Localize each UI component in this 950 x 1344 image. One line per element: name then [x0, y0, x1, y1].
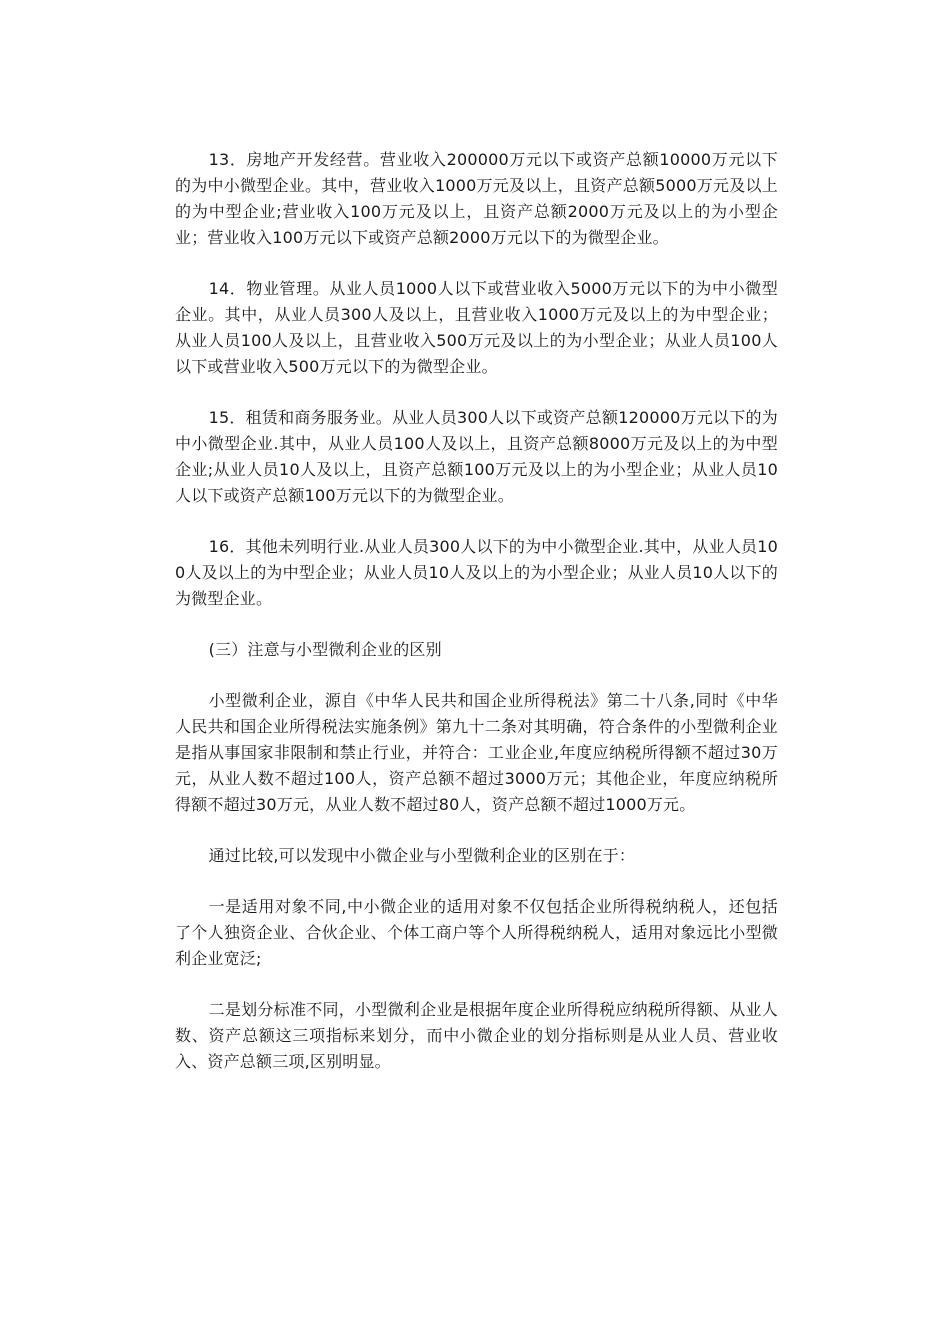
paragraph-other-industries: 16．其他未列明行业.从业人员300人以下的为中小微型企业.其中，从业人员100人及以上的为中型企业；从业人员10人及以上的为小型企业；从业人员10人以下的为微型企业。 — [175, 537, 778, 608]
paragraph-spacer — [175, 251, 778, 276]
paragraph-spacer — [175, 380, 778, 405]
paragraph-spacer — [175, 612, 778, 637]
document-body — [175, 147, 778, 1075]
paragraph-spacer — [175, 663, 778, 688]
paragraph-property-management: 14．物业管理。从业人员1000人以下或营业收入5000万元以下的为中小微型企业。其中，从业人员300人及以上，且营业收入1000万元及以上的为中型企业；从业人员100人及以上，且营业收入500万元及以上的为小型企业；从业人员100人以下或营业收入500万元以下的为微型企业。 — [175, 279, 778, 376]
paragraph-difference-scope: 一是适用对象不同,中小微企业的适用对象不仅包括企业所得税纳税人，还包括了个人独资企业、合伙企业、个体工商户等个人所得税纳税人，适用对象远比小型微利企业宽泛; — [175, 897, 778, 968]
paragraph-leasing-business: 15．租赁和商务服务业。从业人员300人以下或资产总额120000万元以下的为中小微型企业.其中，从业人员100人及以上，且资产总额8000万元及以上的为中型企业;从业人员10人及以上，且资产总额100万元及以上的为小型企业；从业人员10人以下或资产总额100万元以下的为微型企业。 — [175, 408, 778, 505]
paragraph-spacer — [175, 818, 778, 843]
paragraph-spacer — [175, 972, 778, 997]
paragraph-difference-criteria: 二是划分标准不同，小型微利企业是根据年度企业所得税应纳税所得额、从业人数、资产总额这三项指标来划分，而中小微企业的划分指标则是从业人员、营业收入、资产总额三项,区别明显。 — [175, 1000, 778, 1071]
paragraph-real-estate: 13．房地产开发经营。营业收入200000万元以下或资产总额10000万元以下的为中小微型企业。其中，营业收入1000万元及以上，且资产总额5000万元及以上的为中型企业;营业收入100万元及以上，且资产总额2000万元及以上的为小型企业；营业收入100万元以下或资产总额2000万元以下的为微型企业。 — [175, 150, 778, 247]
paragraph-comparison-intro: 通过比较,可以发现中小微企业与小型微利企业的区别在于： — [208, 846, 636, 865]
paragraph-small-low-profit-definition: 小型微利企业，源自《中华人民共和国企业所得税法》第二十八条,同时《中华人民共和国企业所得税法实施条例》第九十二条对其明确，符合条件的小型微利企业是指从事国家非限制和禁止行业，并符合：工业企业,年度应纳税所得额不超过30万元，从业人数不超过100人，资产总额不超过3000万元；其他企业，年度应纳税所得额不超过30万元，从业人数不超过80人，资产总额不超过1000万元。 — [175, 691, 778, 814]
paragraph-spacer — [175, 509, 778, 534]
paragraph-spacer — [175, 869, 778, 894]
section-heading: (三）注意与小型微利企业的区别 — [208, 640, 442, 659]
